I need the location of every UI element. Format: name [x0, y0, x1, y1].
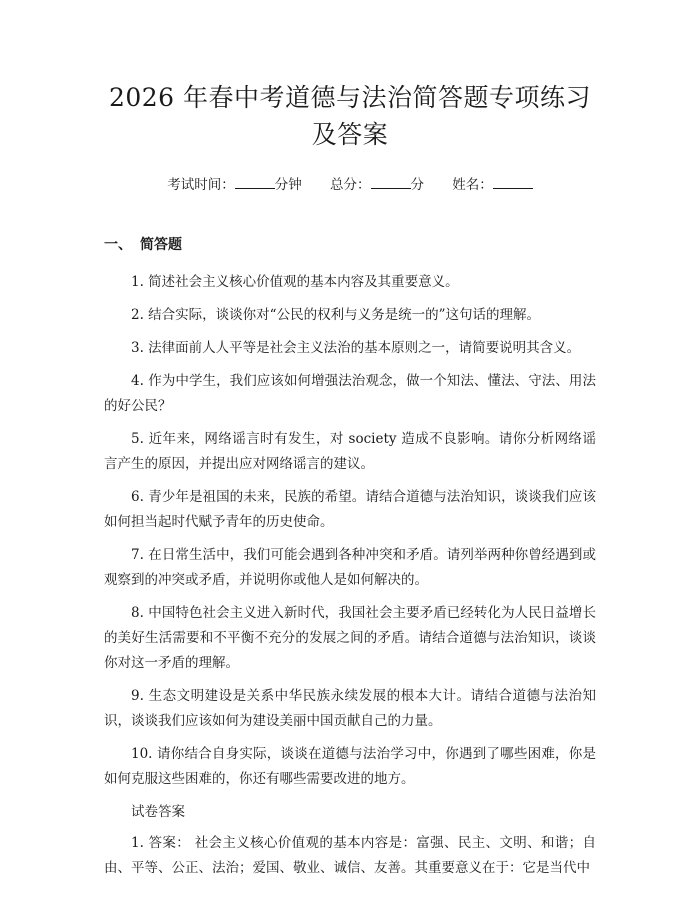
- question-item: 9. 生态文明建设是关系中华民族永续发展的根本大计。请结合道德与法治知识，谈谈我们应该如何为建设美丽中国贡献自己的力量。: [104, 688, 596, 729]
- answer-item: 1. 答案： 社会主义核心价值观的基本内容是：富强、民主、文明、和谐；自由、平等、公正、法治；爱国、敬业、诚信、友善。其重要意义在于：它是当代中: [104, 835, 596, 876]
- exam-time: [167, 175, 302, 195]
- exam-time-label: 考试时间：: [167, 177, 235, 193]
- question-item: 2. 结合实际，谈谈你对“公民的权利与义务是统一的”这句话的理解。: [131, 307, 540, 323]
- answers-heading: 试卷答案: [131, 804, 185, 820]
- student-name-label: 姓名：: [452, 177, 493, 193]
- section-heading: [104, 235, 596, 255]
- exam-meta: [104, 175, 596, 195]
- question-item: 3. 法律面前人人平等是社会主义法治的基本原则之一，请简要说明其含义。: [131, 340, 581, 356]
- exam-time-blank: [235, 176, 275, 189]
- document-title: 2026 年春中考道德与法治简答题专项练习及答案: [108, 83, 592, 149]
- total-score-label: 总分：: [330, 177, 371, 193]
- student-name-blank: [493, 176, 533, 189]
- total-score-unit: 分: [410, 177, 424, 193]
- question-item: 6. 青少年是祖国的未来，民族的希望。请结合道德与法治知识，谈谈我们应该如何担当起时代赋予青年的历史使命。: [104, 489, 596, 530]
- total-score-blank: [371, 176, 411, 189]
- section-title: 简答题: [140, 237, 182, 253]
- student-name: [452, 175, 533, 195]
- question-item: 10. 请你结合自身实际，谈谈在道德与法治学习中，你遇到了哪些困难，你是如何克服这些困难的，你还有哪些需要改进的地方。: [104, 746, 596, 787]
- section-number: 一、: [104, 237, 132, 253]
- exam-time-unit: 分钟: [274, 177, 302, 193]
- total-score: [330, 175, 424, 195]
- question-item: 1. 简述社会主义核心价值观的基本内容及其重要意义。: [131, 274, 459, 290]
- question-item: 4. 作为中学生，我们应该如何增强法治观念，做一个知法、懂法、守法、用法的好公民？: [104, 373, 596, 414]
- question-item: 7. 在日常生活中，我们可能会遇到各种冲突和矛盾。请列举两种你曾经遇到或观察到的冲突或矛盾，并说明你或他人是如何解决的。: [104, 547, 596, 588]
- question-item: 8. 中国特色社会主义进入新时代，我国社会主要矛盾已经转化为人民日益增长的美好生活需要和不平衡不充分的发展之间的矛盾。请结合道德与法治知识，谈谈你对这一矛盾的理解。: [104, 605, 596, 671]
- question-item: 5. 近年来，网络谣言时有发生，对 society 造成不良影响。请你分析网络谣言产生的原因，并提出应对网络谣言的建议。: [104, 431, 596, 472]
